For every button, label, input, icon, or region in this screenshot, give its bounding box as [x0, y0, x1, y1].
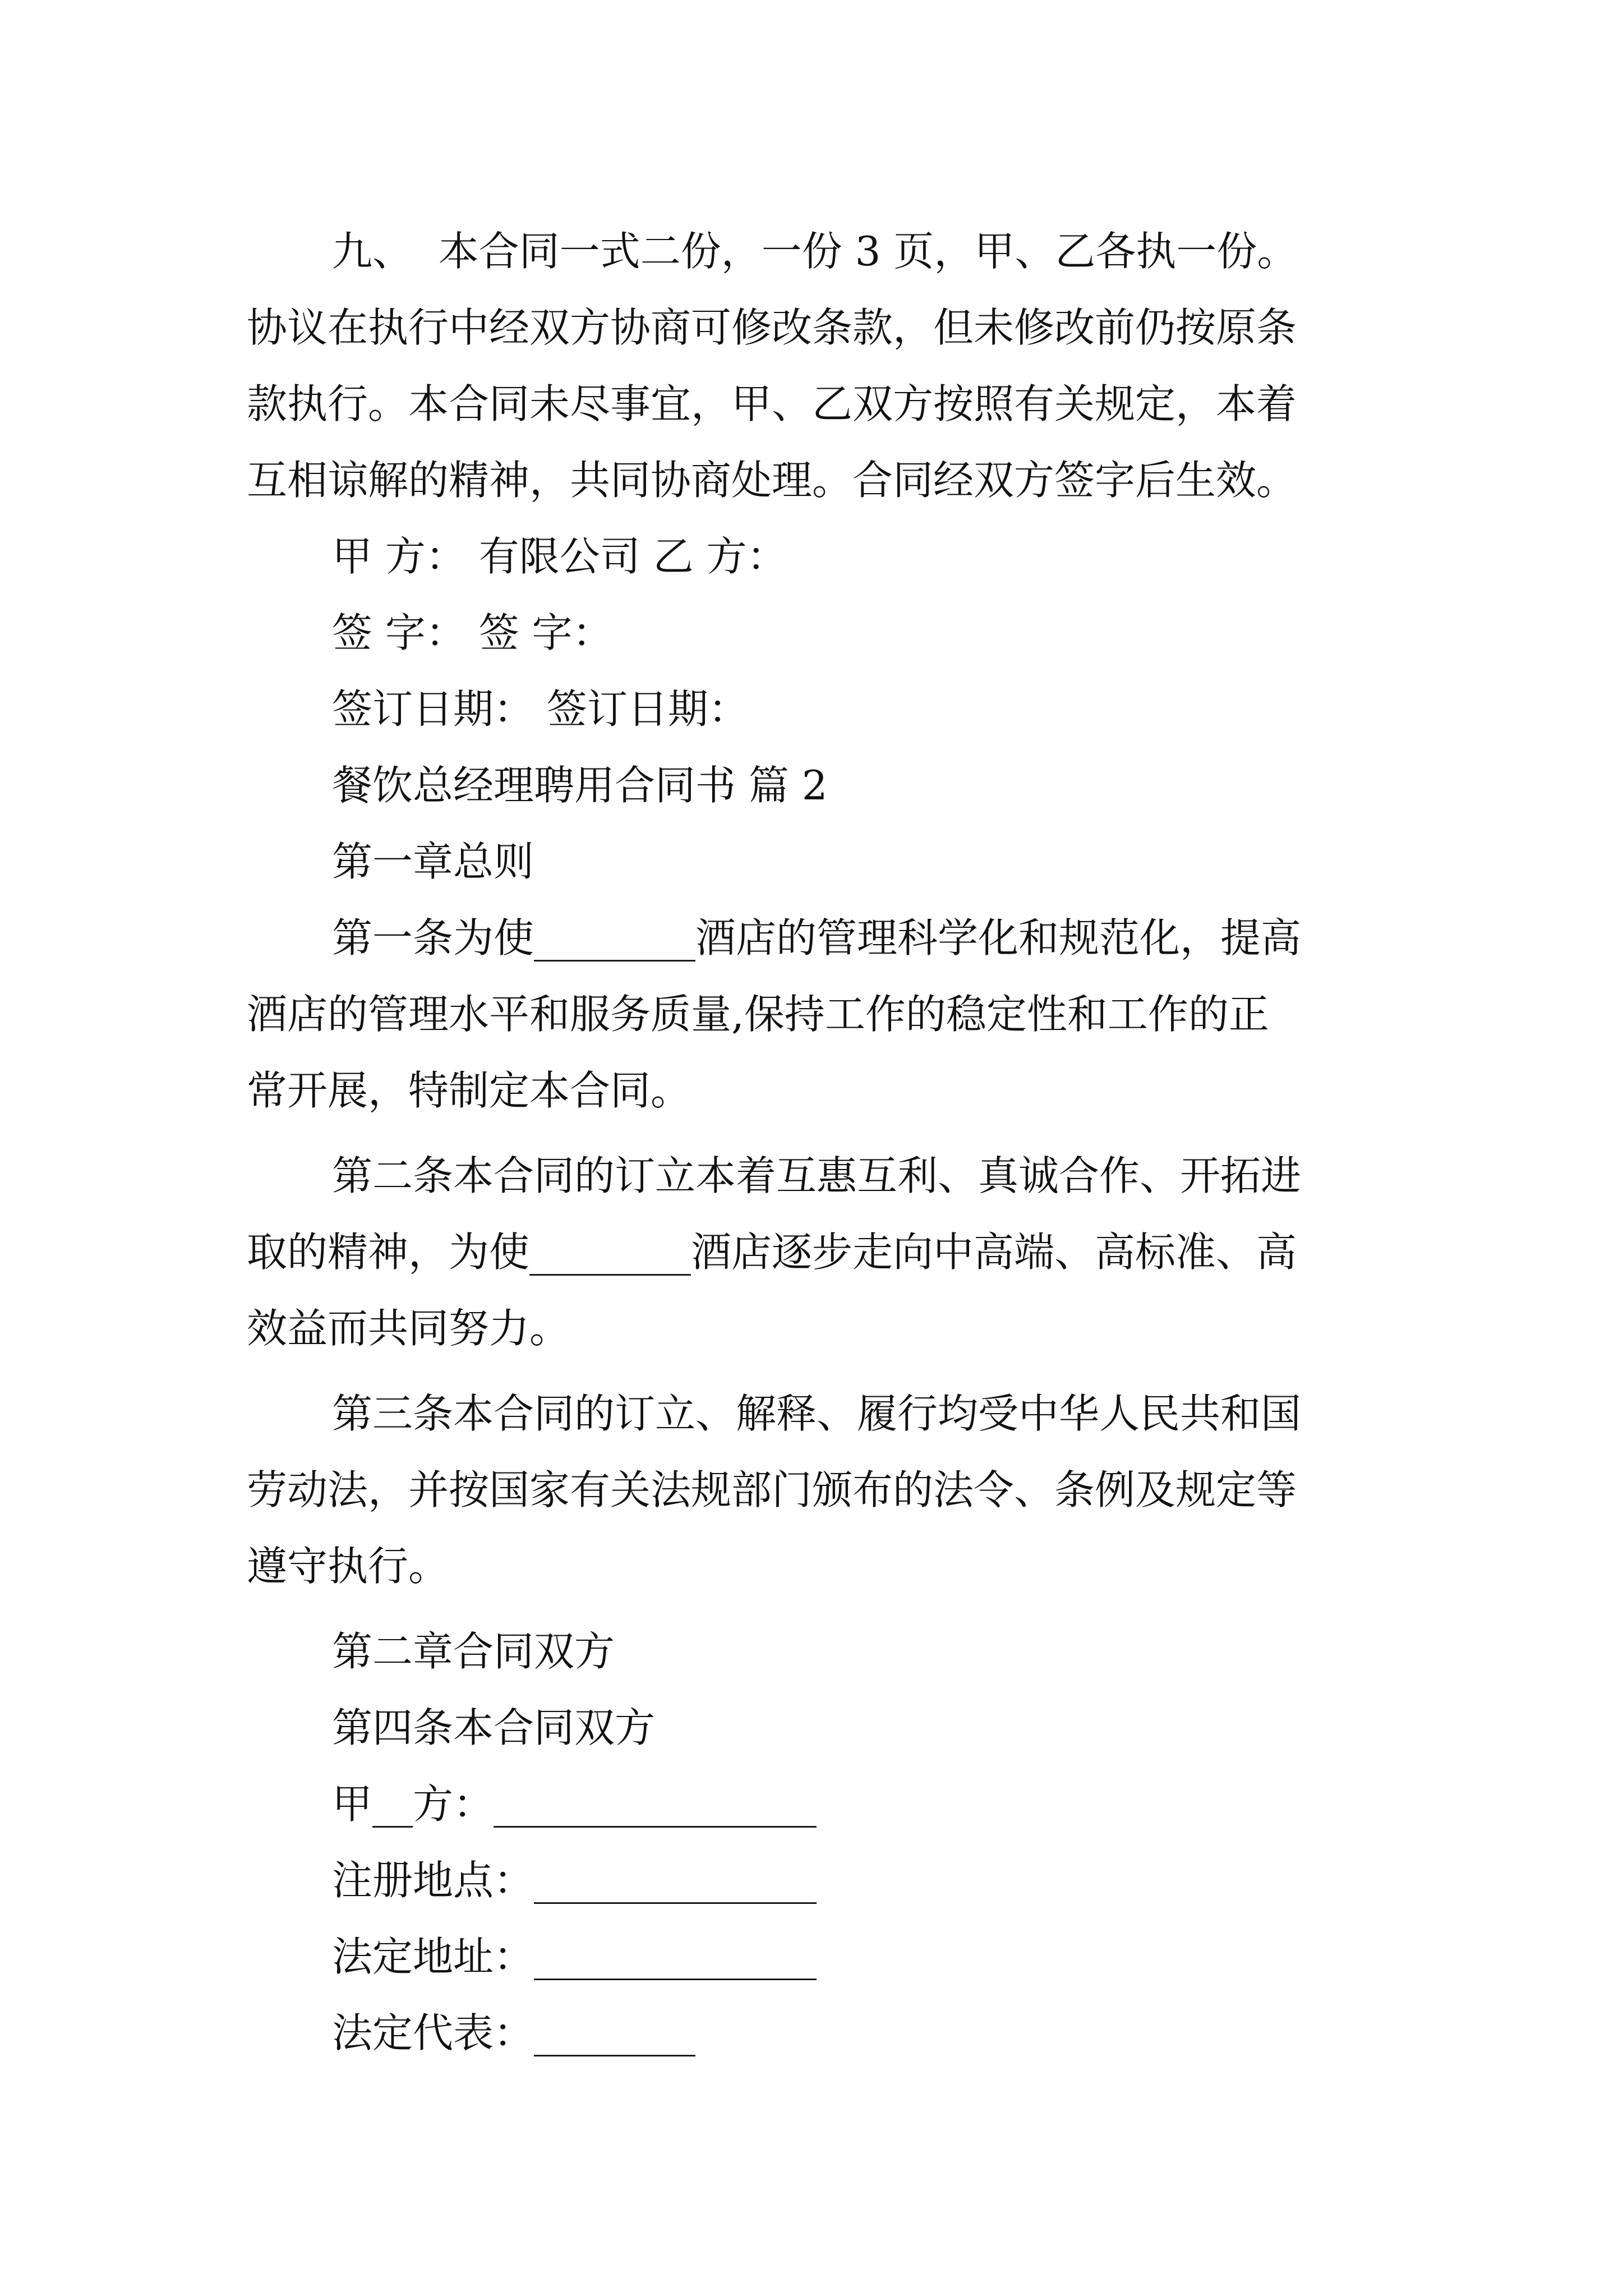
clause-nine-line-1: 九、 本合同一式二份，一份 3 页，甲、乙各执一份。 [332, 228, 1298, 275]
article-three-line-1: 第三条本合同的订立、解释、履行均受中华人民共和国 [332, 1390, 1302, 1437]
sign-date-line: 签订日期： 签订日期： [332, 685, 749, 733]
party-a-field: 甲__方：________________ [332, 1780, 817, 1828]
contract-title-2: 餐饮总经理聘用合同书 篇 2 [332, 762, 828, 809]
article-one-line-3: 常开展，特制定本合同。 [247, 1067, 691, 1114]
article-two-line-2: 取的精神，为使________酒店逐步走向中高端、高标准、高 [247, 1228, 1297, 1276]
chapter-two-heading: 第二章合同双方 [332, 1628, 615, 1675]
clause-nine-line-4: 互相谅解的精神，共同协商处理。合同经双方签字后生效。 [247, 457, 1297, 504]
article-one-line-1: 第一条为使________酒店的管理科学化和规范化，提高 [332, 914, 1302, 961]
party-line: 甲 方： 有限公司 乙 方： [332, 533, 787, 580]
article-two-line-1: 第二条本合同的订立本着互惠互利、真诚合作、开拓进 [332, 1152, 1302, 1199]
article-three-line-2: 劳动法，并按国家有关法规部门颁布的法令、条例及规定等 [247, 1466, 1297, 1513]
article-one-line-2: 酒店的管理水平和服务质量,保持工作的稳定性和工作的正 [247, 991, 1269, 1038]
article-two-line-3: 效益而共同努力。 [247, 1305, 570, 1352]
clause-nine-line-3: 款执行。本合同未尽事宜，甲、乙双方按照有关规定，本着 [247, 380, 1297, 427]
document-body [247, 213, 1391, 2071]
chapter-one-heading: 第一章总则 [332, 838, 534, 885]
article-three-line-3: 遵守执行。 [247, 1543, 449, 1590]
clause-nine-line-2: 协议在执行中经双方协商可修改条款，但未修改前仍按原条 [247, 304, 1297, 351]
legal-representative-field: 法定代表：________ [332, 2009, 696, 2056]
legal-address-field: 法定地址：______________ [332, 1933, 817, 1980]
signature-line: 签 字： 签 字： [332, 609, 613, 656]
registered-address-field: 注册地点：______________ [332, 1857, 817, 1904]
article-four-line: 第四条本合同双方 [332, 1704, 656, 1751]
